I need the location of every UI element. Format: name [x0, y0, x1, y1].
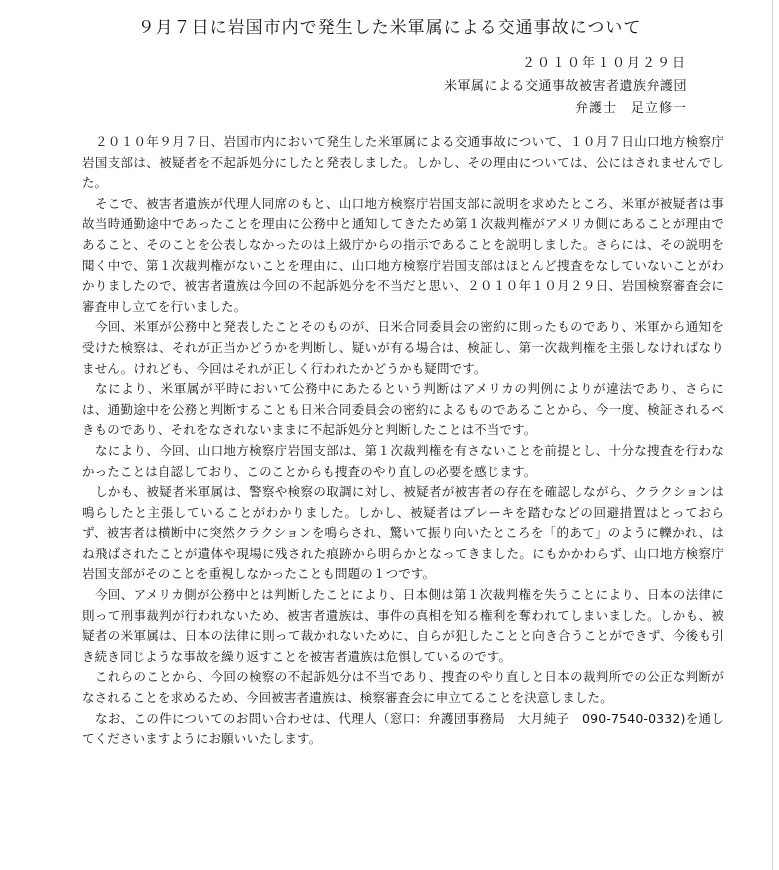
paragraph: 今回、米軍が公務中と発表したことそのものが、日米合同委員会の密約に則ったものであり、米軍から通知を受けた検察は、それが正当かどうかを判断し、疑いが有る場合は、検証し、第一次裁判権を主張しなければなりません。けれども、今回はそれが正しく行われたかどうかも疑問です。: [82, 319, 724, 376]
paragraph: これらのことから、今回の検察の不起訴処分は不当であり、捜査のやり直しと日本の裁判所での公正な判断がなされることを求めるため、今回被害者遺族は、検察審査会に申立てることを決意しました。: [82, 669, 724, 706]
paragraph: 今回、アメリカ側が公務中とは判断したことにより、日本側は第１次裁判権を失うことにより、日本の法律に則って刑事裁判が行われないため、被害者遺族は、事件の真相を知る権利を奪われてしまいました。しかも、被疑者の米軍属は、日本の法律に則って裁かれないために、自らが犯したことと向き合うことができず、今後も引き続き同じような事故を繰り返すことを被害者遺族は危惧しているのです。: [82, 587, 724, 664]
paragraph: なにより、今回、山口地方検察庁岩国支部は、第１次裁判権を有さないことを前提とし、十分な捜査を行わなかったことは自認しており、このことからも捜査のやり直しの必要を感じます。: [82, 442, 724, 479]
document-body: [82, 132, 724, 750]
document-organization: 米軍属による交通事故被害者遺族弁護団: [443, 79, 687, 94]
document-date: ２０１０年１０月２９日: [521, 56, 687, 71]
paragraph: なお、この件についてのお問い合わせは、代理人（窓口：弁護団事務局 大月純子 090-7540-0332)を通してくださいますようにお願いいたします。: [82, 710, 724, 747]
scan-edge-line: [772, 0, 773, 870]
paragraph: ２０１０年９月７日、岩国市内において発生した米軍属による交通事故について、１０月７日山口地方検察庁岩国支部は、被疑者を不起訴処分にしたと発表しました。しかし、その理由については、公にはされませんでした。: [82, 134, 724, 191]
paragraph: なにより、米軍属が平時において公務中にあたるという判断はアメリカの判例によりが違法であり、さらには、通勤途中を公務と判断することも日米合同委員会の密約によるものであることから、今一度、検証されるべきものであり、それをなされないままに不起訴処分と判断したことは不当です。: [82, 381, 724, 438]
document-title: ９月７日に岩国市内で発生した米軍属による交通事故について: [137, 18, 642, 38]
paragraph: しかも、被疑者米軍属は、警察や検察の取調に対し、被疑者が被害者の存在を確認しながら、クラクションは鳴らしたと主張していることがわかりました。しかし、被疑者はブレーキを踏むなどの回避措置はとっておらず、被害者は横断中に突然クラクションを鳴らされ、驚いて振り向いたところを「的あて」のように轢かれ、はね飛ばされたことが遺体や現場に残された痕跡から明らかとなってきました。にもかかわらず、山口地方検察庁岩国支部がそのことを重視しなかったことも問題の１つです。: [82, 484, 724, 582]
document-author: 弁護士 足立修一: [574, 101, 687, 116]
paragraph: そこで、被害者遺族が代理人同席のもと、山口地方検察庁岩国支部に説明を求めたところ、米軍が被疑者は事故当時通勤途中であったことを理由に公務中と通知してきたため第１次裁判権がアメリカ側にあることが理由であること、そのことを公表しなかったのは上級庁からの指示であることを説明しました。さらには、その説明を聞く中で、第１次裁判権がないことを理由に、山口地方検察庁岩国支部はほとんど捜査をなしていないことがわかりましたので、被害者遺族は今回の不起訴処分を不当だと思い、２０１０年１０月２９日、岩国検察審査会に審査申し立てを行いました。: [82, 195, 724, 314]
